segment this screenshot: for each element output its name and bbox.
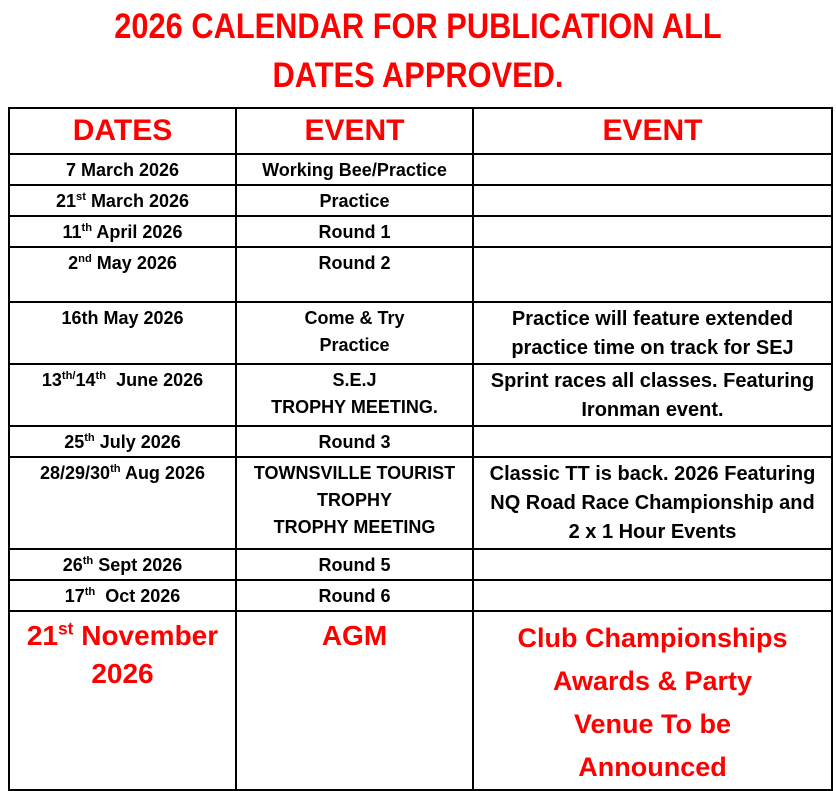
date-cell: 28/29/30th Aug 2026 <box>9 457 236 549</box>
date-cell: 7 March 2026 <box>9 154 236 185</box>
event-cell: Working Bee/Practice <box>236 154 473 185</box>
event-cell: Round 1 <box>236 216 473 247</box>
note-cell: Classic TT is back. 2026 Featuring NQ Road Race Championship and 2 x 1 Hour Events <box>473 457 832 549</box>
page-title-line-1: 2026 CALENDAR FOR PUBLICATION ALL <box>114 7 722 46</box>
event-cell: AGM <box>236 611 473 790</box>
table-row <box>9 426 832 457</box>
table-row <box>9 364 832 426</box>
event-cell: Round 5 <box>236 549 473 580</box>
calendar-table <box>8 107 833 791</box>
col-header-event-2: EVENT <box>473 108 832 154</box>
note-cell <box>473 426 832 457</box>
date-cell: 2nd May 2026 <box>9 247 236 302</box>
note-cell <box>473 549 832 580</box>
event-cell: Come & Try Practice <box>236 302 473 364</box>
date-cell: 11th April 2026 <box>9 216 236 247</box>
date-cell: 17th Oct 2026 <box>9 580 236 611</box>
note-cell <box>473 185 832 216</box>
table-row <box>9 247 832 302</box>
date-cell: 21st November 2026 <box>9 611 236 790</box>
note-cell <box>473 247 832 302</box>
event-cell: Round 6 <box>236 580 473 611</box>
note-cell: Sprint races all classes. Featuring Ironman event. <box>473 364 832 426</box>
date-cell: 26th Sept 2026 <box>9 549 236 580</box>
table-row <box>9 302 832 364</box>
table-row <box>9 154 832 185</box>
event-cell: Practice <box>236 185 473 216</box>
page-title <box>0 2 836 100</box>
date-cell: 16th May 2026 <box>9 302 236 364</box>
event-cell: Round 2 <box>236 247 473 302</box>
calendar-page <box>0 2 836 782</box>
table-row <box>9 549 832 580</box>
page-title-line-2: DATES APPROVED. <box>272 56 564 95</box>
date-cell: 21st March 2026 <box>9 185 236 216</box>
note-cell: Practice will feature extended practice time on track for SEJ <box>473 302 832 364</box>
table-row <box>9 216 832 247</box>
table-row <box>9 580 832 611</box>
col-header-dates: DATES <box>9 108 236 154</box>
table-row <box>9 185 832 216</box>
event-cell: S.E.J TROPHY MEETING. <box>236 364 473 426</box>
event-cell: TOWNSVILLE TOURIST TROPHY TROPHY MEETING <box>236 457 473 549</box>
table-row <box>9 457 832 549</box>
header-row <box>9 108 832 154</box>
col-header-event: EVENT <box>236 108 473 154</box>
note-cell <box>473 580 832 611</box>
date-cell: 25th July 2026 <box>9 426 236 457</box>
note-cell <box>473 154 832 185</box>
note-cell: Club Championships Awards & Party Venue To be Announced <box>473 611 832 790</box>
table-row <box>9 611 832 790</box>
event-cell: Round 3 <box>236 426 473 457</box>
note-cell <box>473 216 832 247</box>
date-cell: $13^{th/}14th$ June 2026 <box>9 364 236 426</box>
